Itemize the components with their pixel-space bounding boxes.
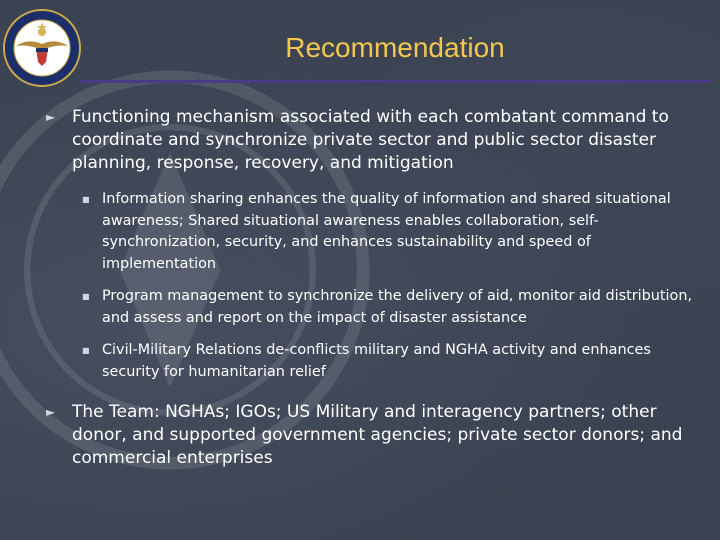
square-bullet-icon: ■ [82, 346, 90, 355]
slide-content [46, 106, 696, 484]
bullet-arrow-icon: ► [46, 405, 56, 419]
bullet-text: Functioning mechanism associated with each combatant command to coordinate and synchronize private sector and public sector disaster planning, response, recovery, and mitigation [72, 107, 669, 173]
sub-bullet-item [82, 286, 696, 329]
sub-bullet-item [82, 189, 696, 275]
square-bullet-icon: ■ [82, 195, 90, 204]
sub-bullet-list [82, 189, 696, 383]
bullet-item [46, 401, 696, 470]
bullet-arrow-icon: ► [46, 110, 56, 124]
slide-title: Recommendation [285, 32, 505, 63]
square-bullet-icon: ■ [82, 292, 90, 301]
sub-bullet-text: Information sharing enhances the quality of information and shared situational awareness; Shared situational awareness enables collaboration, self-synchronization, security, and enhances sustainability and speed of implementation [102, 191, 671, 272]
sub-bullet-text: Program management to synchronize the delivery of aid, monitor aid distribution, and assess and report on the impact of disaster assistance [102, 288, 693, 326]
title-divider [80, 80, 710, 83]
sub-bullet-text: Civil-Military Relations de-conflicts military and NGHA activity and enhances security for humanitarian relief [102, 342, 651, 380]
department-of-defense-seal-icon [2, 8, 82, 88]
bullet-item [46, 106, 696, 175]
bullet-text: The Team: NGHAs; IGOs; US Military and interagency partners; other donor, and supported government agencies; private sector donors; and commercial enterprises [72, 402, 683, 468]
sub-bullet-item [82, 340, 696, 383]
